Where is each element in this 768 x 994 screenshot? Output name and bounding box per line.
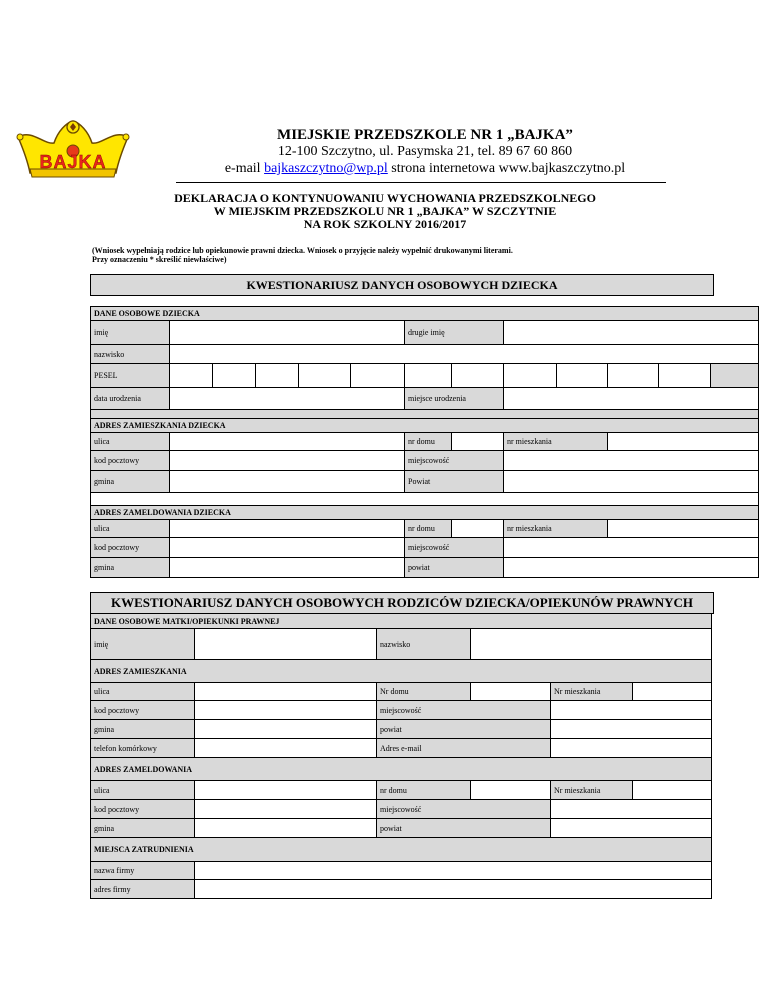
child-res-street-field[interactable] xyxy=(170,433,405,451)
pesel-digit-8[interactable] xyxy=(504,364,557,388)
mother-res-postal-label: kod pocztowy xyxy=(91,701,195,720)
child-reg-house-label: nr domu xyxy=(405,520,452,538)
mother-surname-label: nazwisko xyxy=(377,629,471,660)
pesel-end-cell xyxy=(711,364,759,388)
mother-reg-street-label: ulica xyxy=(91,781,195,800)
child-res-city-label: miejscowość xyxy=(405,451,504,471)
mother-reg-postal-label: kod pocztowy xyxy=(91,800,195,819)
instructions-note xyxy=(92,246,712,264)
pesel-digit-2[interactable] xyxy=(213,364,256,388)
pesel-digit-6[interactable] xyxy=(405,364,452,388)
child-registration-heading: ADRES ZAMELDOWANIA DZIECKA xyxy=(91,506,759,520)
mother-res-commune-field[interactable] xyxy=(195,720,377,739)
pesel-digit-9[interactable] xyxy=(557,364,608,388)
mother-res-district-field[interactable] xyxy=(551,720,712,739)
mother-reg-flat-label: Nr mieszkania xyxy=(551,781,633,800)
declaration-title xyxy=(140,192,630,231)
mother-reg-house-label: nr domu xyxy=(377,781,471,800)
child-res-flat-label: nr mieszkania xyxy=(504,433,608,451)
mother-heading: DANE OSOBOWE MATKI/OPIEKUNKI PRAWNEJ xyxy=(91,614,712,629)
child-first-name-field[interactable] xyxy=(170,321,405,345)
kindergarten-address: 12-100 Szczytno, ul. Pasymska 21, tel. 89 67 60 860 xyxy=(277,144,573,159)
pesel-digit-10[interactable] xyxy=(608,364,659,388)
child-res-district-field[interactable] xyxy=(504,471,759,493)
mother-mobile-label: telefon komórkowy xyxy=(91,739,195,758)
mother-reg-city-label: miejscowość xyxy=(377,800,551,819)
child-residence-heading: ADRES ZAMIESZKANIA DZIECKA xyxy=(91,419,759,433)
mother-res-street-label: ulica xyxy=(91,683,195,701)
mother-email-field[interactable] xyxy=(551,739,712,758)
child-res-district-label: Powiat xyxy=(405,471,504,493)
child-birth-date-field[interactable] xyxy=(170,388,405,410)
mother-res-flat-label: Nr mieszkania xyxy=(551,683,633,701)
child-reg-district-field[interactable] xyxy=(504,558,759,578)
mother-registration-heading: ADRES ZAMELDOWANIA xyxy=(91,758,712,781)
email-link[interactable]: bajkaszczytno@wp.pl xyxy=(264,161,388,176)
pesel-digit-5[interactable] xyxy=(351,364,405,388)
child-reg-postal-label: kod pocztowy xyxy=(91,538,170,558)
company-name-label: nazwa firmy xyxy=(91,862,195,880)
mother-res-city-label: miejscowość xyxy=(377,701,551,720)
child-reg-commune-field[interactable] xyxy=(170,558,405,578)
mother-reg-house-field[interactable] xyxy=(471,781,551,800)
child-reg-street-field[interactable] xyxy=(170,520,405,538)
child-pesel-label: PESEL xyxy=(91,364,170,388)
company-address-label: adres firmy xyxy=(91,880,195,899)
mother-res-house-field[interactable] xyxy=(471,683,551,701)
pesel-digit-4[interactable] xyxy=(299,364,351,388)
mother-reg-city-field[interactable] xyxy=(551,800,712,819)
child-reg-postal-field[interactable] xyxy=(170,538,405,558)
mother-mobile-field[interactable] xyxy=(195,739,377,758)
mother-res-flat-field[interactable] xyxy=(633,683,712,701)
pesel-digit-3[interactable] xyxy=(256,364,299,388)
mother-res-postal-field[interactable] xyxy=(195,701,377,720)
child-first-name-label: imię xyxy=(91,321,170,345)
mother-res-district-label: powiat xyxy=(377,720,551,739)
child-second-name-label: drugie imię xyxy=(405,321,504,345)
mother-residence-heading: ADRES ZAMIESZKANIA xyxy=(91,660,712,683)
mother-res-commune-label: gmina xyxy=(91,720,195,739)
declaration-line-2: W MIEJSKIM PRZEDSZKOLU NR 1 „BAJKA” W SZCZYTNIE xyxy=(213,204,557,218)
logo-text: BAJKA xyxy=(39,152,107,172)
mother-res-house-label: Nr domu xyxy=(377,683,471,701)
child-reg-house-field[interactable] xyxy=(452,520,504,538)
header-divider xyxy=(176,182,666,183)
child-res-house-label: nr domu xyxy=(405,433,452,451)
child-second-name-field[interactable] xyxy=(504,321,759,345)
mother-reg-district-field[interactable] xyxy=(551,819,712,838)
child-form-table xyxy=(90,306,759,578)
contact-line xyxy=(185,161,665,177)
mother-first-name-field[interactable] xyxy=(195,629,377,660)
child-res-city-field[interactable] xyxy=(504,451,759,471)
child-res-flat-field[interactable] xyxy=(608,433,759,451)
child-birth-place-label: miejsce urodzenia xyxy=(405,388,504,410)
child-birth-date-label: data urodzenia xyxy=(91,388,170,410)
declaration-line-1: DEKLARACJA O KONTYNUOWANIU WYCHOWANIA PRZEDSZKOLNEGO xyxy=(174,191,596,205)
declaration-line-3: NA ROK SZKOLNY 2016/2017 xyxy=(303,217,467,231)
child-personal-heading: DANE OSOBOWE DZIECKA xyxy=(91,307,759,321)
parents-section-title: KWESTIONARIUSZ DANYCH OSOBOWYCH RODZICÓW DZIECKA/OPIEKUNÓW PRAWNYCH xyxy=(90,592,714,614)
mother-res-city-field[interactable] xyxy=(551,701,712,720)
company-address-field[interactable] xyxy=(195,880,712,899)
child-reg-flat-field[interactable] xyxy=(608,520,759,538)
child-res-house-field[interactable] xyxy=(452,433,504,451)
note-line-2: Przy oznaczeniu * skreślić niewłaściwe) xyxy=(92,255,227,264)
child-reg-flat-label: nr mieszkania xyxy=(504,520,608,538)
spacer-row xyxy=(91,493,759,506)
child-res-commune-label: gmina xyxy=(91,471,170,493)
mother-reg-district-label: powiat xyxy=(377,819,551,838)
mother-reg-postal-field[interactable] xyxy=(195,800,377,819)
kindergarten-name: MIEJSKIE PRZEDSZKOLE NR 1 „BAJKA” xyxy=(277,127,573,143)
child-reg-district-label: powiat xyxy=(405,558,504,578)
mother-reg-street-field[interactable] xyxy=(195,781,377,800)
child-surname-field[interactable] xyxy=(170,345,759,364)
mother-reg-commune-label: gmina xyxy=(91,819,195,838)
pesel-digit-1[interactable] xyxy=(170,364,213,388)
website-text: strona internetowa www.bajkaszczytno.pl xyxy=(387,161,626,176)
child-reg-city-field[interactable] xyxy=(504,538,759,558)
mother-reg-flat-field[interactable] xyxy=(633,781,712,800)
company-name-field[interactable] xyxy=(195,862,712,880)
mother-first-name-label: imię xyxy=(91,629,195,660)
note-line-1: (Wniosek wypełniają rodzice lub opiekunowie prawni dziecka. Wniosek o przyjęcie należy wypełnić drukowanymi literami. xyxy=(92,246,513,255)
employment-heading: MIEJSCA ZATRUDNIENIA xyxy=(91,838,712,862)
parents-form-table xyxy=(90,613,712,899)
child-birth-place-field[interactable] xyxy=(504,388,759,410)
mother-reg-commune-field[interactable] xyxy=(195,819,377,838)
kindergarten-logo xyxy=(14,115,132,181)
child-res-postal-field[interactable] xyxy=(170,451,405,471)
child-reg-commune-label: gmina xyxy=(91,558,170,578)
mother-surname-field[interactable] xyxy=(471,629,712,660)
mother-res-street-field[interactable] xyxy=(195,683,377,701)
child-surname-label: nazwisko xyxy=(91,345,170,364)
child-reg-city-label: miejscowość xyxy=(405,538,504,558)
child-section-title: KWESTIONARIUSZ DANYCH OSOBOWYCH DZIECKA xyxy=(90,274,714,296)
mother-email-label: Adres e-mail xyxy=(377,739,551,758)
child-reg-street-label: ulica xyxy=(91,520,170,538)
spacer-row xyxy=(91,410,759,419)
child-res-street-label: ulica xyxy=(91,433,170,451)
pesel-digit-11[interactable] xyxy=(659,364,711,388)
child-res-commune-field[interactable] xyxy=(170,471,405,493)
email-prefix: e-mail xyxy=(224,161,265,176)
pesel-digit-7[interactable] xyxy=(452,364,504,388)
child-res-postal-label: kod pocztowy xyxy=(91,451,170,471)
